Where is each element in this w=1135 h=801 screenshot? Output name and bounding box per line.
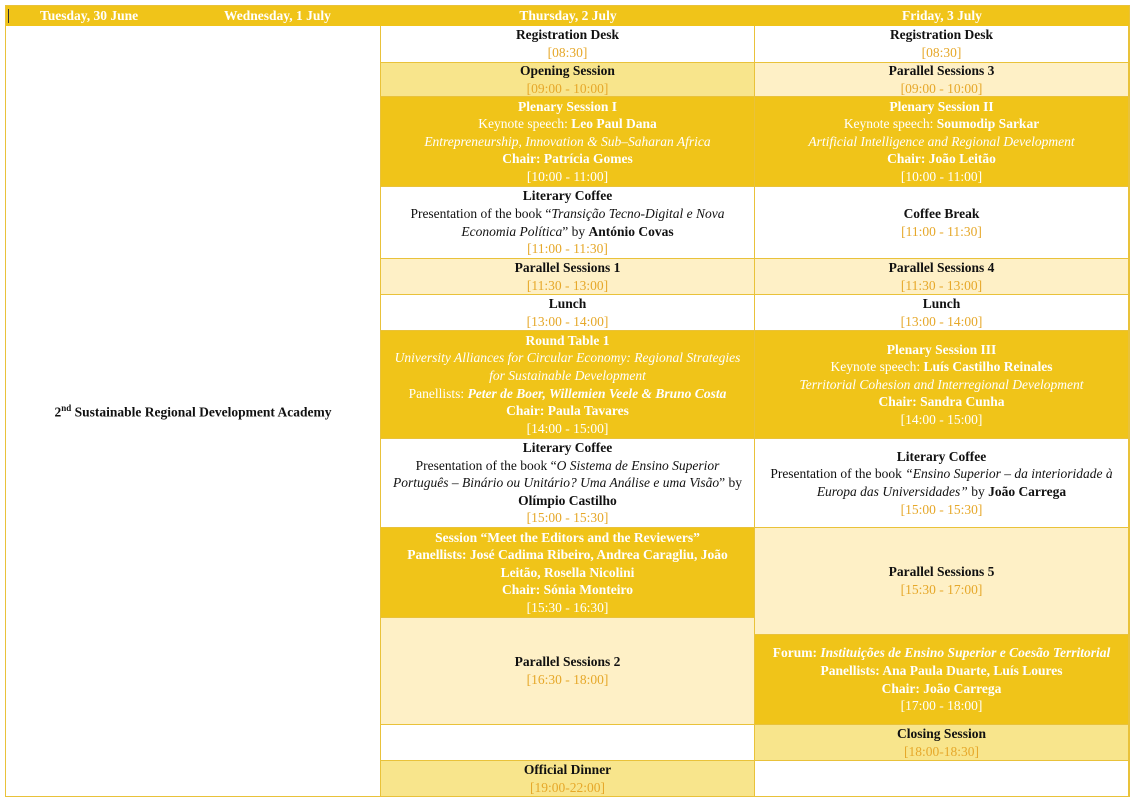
thu-registration-time: [08:30] [547, 45, 588, 60]
fri-plenary-3 [755, 331, 1129, 439]
book-title: “Ensino Superior – da interioridade à Europa das Universidades” [816, 466, 1113, 499]
fri-coffee-time: [15:00 - 15:30] [900, 501, 983, 517]
thu-coffee-2-title: Literary Coffee [522, 440, 613, 456]
thu-round-time: [14:00 - 15:00] [526, 420, 609, 436]
fri-parallel-4 [755, 259, 1129, 295]
fri-plenary-2 [755, 97, 1129, 187]
desc-post: ” by [719, 475, 742, 491]
desc-post: by [967, 484, 989, 499]
fri-plenary-3-time: [14:00 - 15:00] [900, 411, 983, 427]
fri-coffee-break [755, 187, 1129, 259]
academy-superscript: nd [61, 403, 72, 414]
thu-coffee-1-desc [387, 205, 748, 240]
thu-lunch [381, 295, 755, 331]
forum-label: Forum: [772, 645, 821, 661]
thu-lunch-time: [13:00 - 14:00] [526, 313, 609, 329]
book-author: Olímpio Castilho [518, 492, 617, 508]
thu-plenary-1 [381, 97, 755, 187]
keynote-label: Keynote speech: [830, 359, 924, 375]
fri-plenary-3-keynote [831, 358, 1053, 376]
thu-dinner [381, 761, 755, 797]
thu-coffee-1-time: [11:00 - 11:30] [527, 241, 608, 257]
fri-plenary-3-chair [878, 393, 1004, 411]
fri-coffee-desc [761, 465, 1122, 500]
thu-plenary-1-time: [10:00 - 11:00] [526, 168, 609, 184]
chair-name: Patrícia Gomes [543, 151, 633, 167]
fri-closing-title: Closing Session [897, 725, 986, 741]
fri-plenary-2-keynote [844, 115, 1039, 133]
thu-opening [381, 63, 755, 97]
chair-name: João Leitão [928, 151, 996, 167]
academy-title [54, 400, 331, 421]
thu-opening-title: Opening Session [520, 62, 615, 78]
fri-plenary-3-title: Plenary Session III [886, 341, 997, 357]
keynote-speaker: Luís Castilho Reinales [923, 359, 1053, 375]
fri-forum-chair: Chair: João Carrega [881, 680, 1002, 696]
academy-cell [6, 26, 381, 797]
chair-label: Chair: [878, 394, 921, 410]
fri-registration [755, 26, 1129, 63]
thu-plenary-1-topic: Entrepreneurship, Innovation & Sub–Saharan Africa [424, 133, 711, 149]
fri-parallel-5-title: Parallel Sessions 5 [888, 564, 995, 580]
academy-number: 2 [54, 404, 62, 420]
fri-parallel-5 [755, 528, 1129, 635]
fri-forum-time: [17:00 - 18:00] [900, 698, 983, 714]
thu-parallel-2 [381, 618, 755, 725]
chair-name: Sandra Cunha [920, 394, 1005, 410]
desc-pre: Presentation of the book “ [415, 457, 557, 473]
fri-plenary-2-title: Plenary Session II [889, 98, 994, 114]
fri-registration-time: [08:30] [921, 45, 962, 60]
header-thursday: Thursday, 2 July [381, 6, 755, 26]
fri-empty-slot [755, 761, 1129, 797]
fri-forum-panellists: Panellists: Ana Paula Duarte, Luís Loures [820, 662, 1063, 678]
panel-names: Peter de Boer, Willemien Veele & Bruno Costa [467, 385, 727, 401]
thu-round-table [381, 331, 755, 439]
fri-closing [755, 725, 1129, 761]
header-left-band [6, 6, 381, 26]
fri-lunch [755, 295, 1129, 331]
fri-plenary-2-chair [887, 150, 996, 168]
fri-forum [755, 635, 1129, 725]
chair-label: Chair: [502, 151, 544, 167]
book-author: António Covas [588, 223, 674, 239]
thu-round-panellists [409, 385, 727, 403]
thu-lunch-title: Lunch [548, 295, 587, 311]
thu-coffee-2-time: [15:00 - 15:30] [526, 510, 609, 526]
text-cursor [8, 9, 9, 23]
thu-meet-panellists: Panellists: José Cadima Ribeiro, Andrea Caragliu, João Leitão, Rosella Nicolini [407, 547, 728, 580]
fri-closing-time: [18:00-18:30] [904, 743, 979, 759]
thu-meet-chair: Chair: Sónia Monteiro [502, 582, 633, 598]
fri-parallel-3 [755, 63, 1129, 97]
book-title: Transição Tecno-Digital e Nova Economia Política [461, 205, 725, 239]
book-author: João Carrega [988, 484, 1067, 499]
thu-dinner-title: Official Dinner [523, 761, 612, 777]
book-title: O Sistema de Ensino Superior Português – Binário ou Unitário? Uma Análise e uma Visão [393, 457, 720, 491]
keynote-speaker: Leo Paul Dana [571, 116, 657, 132]
desc-post: ” by [562, 223, 589, 239]
thu-parallel-2-title: Parallel Sessions 2 [514, 654, 621, 670]
panel-label: Panellists: [408, 385, 468, 401]
chair-label: Chair: [887, 151, 929, 167]
fri-parallel-4-title: Parallel Sessions 4 [888, 259, 995, 275]
thu-registration [381, 26, 755, 63]
fri-lunch-time: [13:00 - 14:00] [900, 313, 983, 329]
programme-table [5, 5, 1130, 797]
thu-empty-slot [381, 725, 755, 761]
fri-literary-coffee [755, 439, 1129, 528]
fri-coffee-break-time: [11:00 - 11:30] [901, 223, 982, 239]
thu-coffee-2-desc [387, 457, 748, 510]
thu-round-title: Round Table 1 [525, 332, 610, 348]
fri-coffee-title: Literary Coffee [896, 448, 987, 464]
fri-parallel-4-time: [11:30 - 13:00] [900, 277, 983, 293]
thu-parallel-1-title: Parallel Sessions 1 [514, 259, 621, 275]
thu-literary-coffee-2 [381, 439, 755, 528]
desc-pre: Presentation of the book “ [410, 205, 552, 221]
thu-plenary-1-title: Plenary Session I [517, 98, 617, 114]
thu-registration-title: Registration Desk [515, 27, 620, 43]
thu-plenary-1-keynote [478, 115, 656, 133]
header-tuesday: Tuesday, 30 June [40, 8, 139, 23]
fri-coffee-break-title: Coffee Break [903, 205, 980, 221]
thu-parallel-2-time: [16:30 - 18:00] [526, 672, 609, 687]
thu-parallel-1 [381, 259, 755, 295]
fri-forum-title [773, 644, 1110, 662]
academy-text: Sustainable Regional Development Academy [71, 404, 332, 420]
thu-meet-editors [381, 528, 755, 618]
thu-meet-time: [15:30 - 16:30] [526, 599, 609, 615]
fri-registration-title: Registration Desk [889, 27, 994, 43]
thu-parallel-1-time: [11:30 - 13:00] [526, 277, 609, 293]
desc-pre: Presentation of the book [770, 466, 906, 482]
thu-round-chair: Chair: Paula Tavares [506, 403, 629, 419]
thu-coffee-1-title: Literary Coffee [522, 188, 613, 204]
keynote-label: Keynote speech: [478, 116, 572, 132]
fri-plenary-2-time: [10:00 - 11:00] [900, 168, 983, 184]
thu-dinner-time: [19:00-22:00] [530, 779, 605, 795]
thu-meet-title: Session “Meet the Editors and the Reviewers” [435, 529, 700, 545]
fri-parallel-3-time: [09:00 - 10:00] [900, 80, 983, 96]
keynote-speaker: Soumodip Sarkar [936, 116, 1040, 132]
thu-round-topic: University Alliances for Circular Economy: Regional Strategies for Sustainable Development [394, 350, 741, 383]
fri-plenary-3-topic: Territorial Cohesion and Interregional Development [799, 376, 1084, 392]
fri-parallel-5-time: [15:30 - 17:00] [900, 582, 983, 597]
thu-opening-time: [09:00 - 10:00] [526, 80, 609, 96]
header-friday: Friday, 3 July [755, 6, 1129, 26]
keynote-label: Keynote speech: [843, 116, 937, 132]
header-wednesday: Wednesday, 1 July [224, 8, 331, 23]
fri-plenary-2-topic: Artificial Intelligence and Regional Development [808, 133, 1075, 149]
thu-literary-coffee-1 [381, 187, 755, 259]
forum-topic: Instituições de Ensino Superior e Coesão Territorial [820, 645, 1111, 661]
thu-plenary-1-chair [502, 150, 632, 168]
fri-parallel-3-title: Parallel Sessions 3 [888, 62, 995, 78]
fri-lunch-title: Lunch [922, 295, 961, 311]
